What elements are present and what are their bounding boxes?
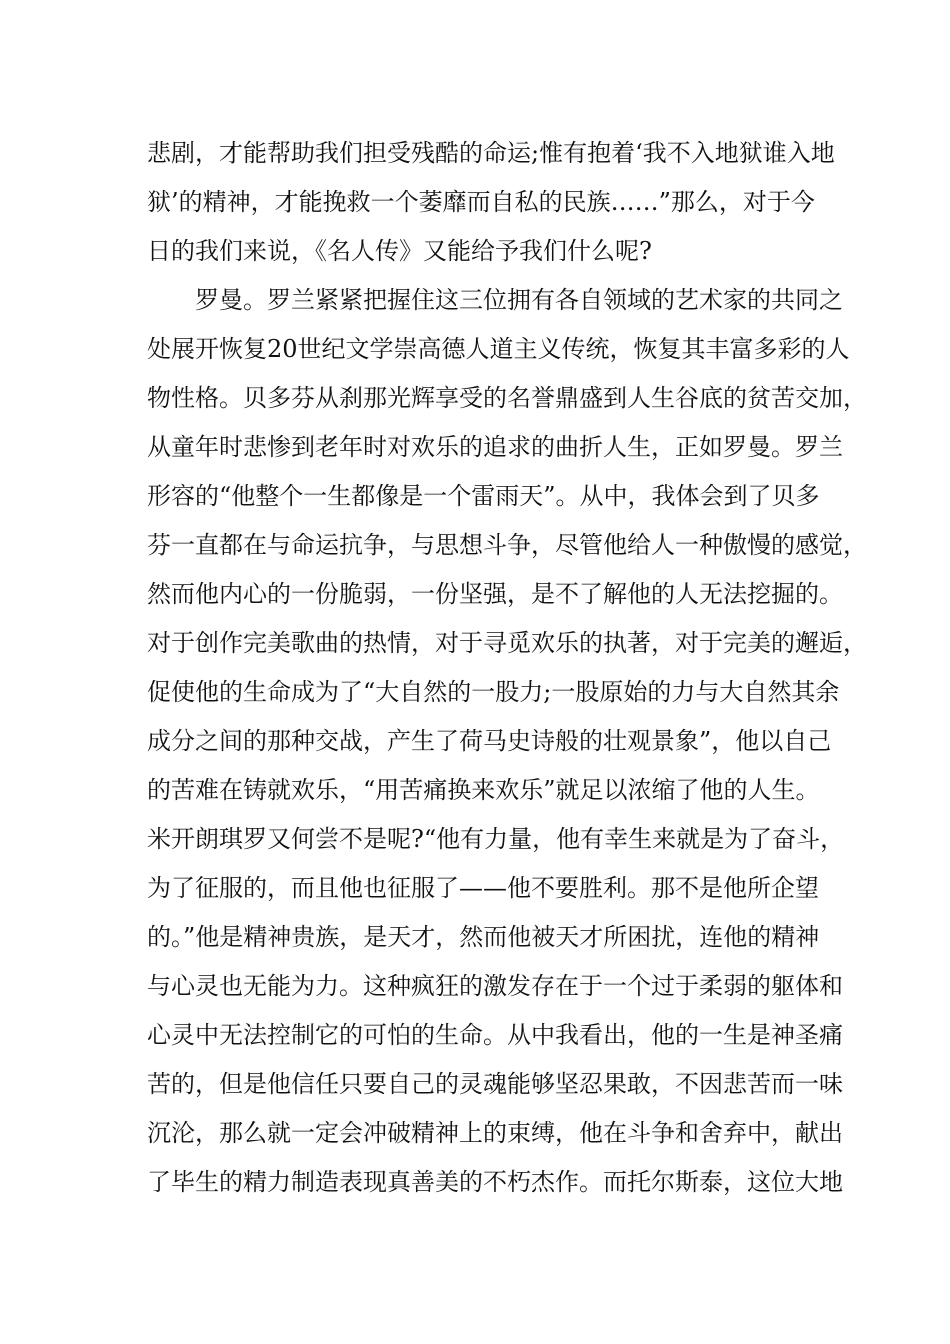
text-line: 从童年时悲惨到老年时对欢乐的追求的曲折人生，正如罗曼。罗兰 [147,433,843,461]
text-line: 芬一直都在与命运抗争，与思想斗争，尽管他给人一种傲慢的感觉， [147,531,867,559]
text-line: 心灵中无法控制它的可怕的生命。从中我看出，他的一生是神圣痛 [147,1021,843,1049]
text-line: 形容的“他整个一生都像是一个雷雨天”。从中，我体会到了贝多 [147,482,820,510]
paragraph-start-line: 罗曼。罗兰紧紧把握住这三位拥有各自领域的艺术家的共同之 [147,286,843,314]
body-text [147,129,867,1207]
text-line: 了毕生的精力制造表现真善美的不朽杰作。而托尔斯泰，这位大地 [147,1168,843,1196]
text-line: 对于创作完美歌曲的热情，对于寻觅欢乐的执著，对于完美的邂逅， [147,629,867,657]
text-line: 处展开恢复20世纪文学崇高德人道主义传统，恢复其丰富多彩的人 [147,335,850,363]
text-line: 悲剧，才能帮助我们担受残酷的命运;惟有抱着‘我不入地狱谁入地 [147,139,835,167]
text-line: 日的我们来说，《名人传》又能给予我们什么呢? [147,237,652,265]
text-line: 促使他的生命成为了“大自然的一股力;一股原始的力与大自然其余 [147,678,840,706]
text-line: 沉沦，那么就一定会冲破精神上的束缚，他在斗争和舍弃中，献出 [147,1119,843,1147]
text-line: 狱’的精神，才能挽救一个萎靡而自私的民族……”那么，对于今 [147,188,815,216]
text-line: 然而他内心的一份脆弱，一份坚强，是不了解他的人无法挖掘的。 [147,580,843,608]
text-line: 苦的，但是他信任只要自己的灵魂能够坚忍果敢，不因悲苦而一味 [147,1070,843,1098]
text-line: 的。”他是精神贵族，是天才，然而他被天才所困扰，连他的精神 [147,923,820,951]
text-line: 成分之间的那种交战，产生了荷马史诗般的壮观景象”，他以自己 [147,727,832,755]
text-line: 物性格。贝多芬从刹那光辉享受的名誉鼎盛到人生谷底的贫苦交加， [147,384,867,412]
text-line: 与心灵也无能为力。这种疯狂的激发存在于一个过于柔弱的躯体和 [147,972,843,1000]
text-line: 米开朗琪罗又何尝不是呢?“他有力量，他有幸生来就是为了奋斗， [147,825,845,853]
text-line: 为了征服的，而且他也征服了——他不要胜利。那不是他所企望 [147,874,819,902]
text-line: 的苦难在铸就欢乐，“用苦痛换来欢乐”就足以浓缩了他的人生。 [147,776,820,804]
